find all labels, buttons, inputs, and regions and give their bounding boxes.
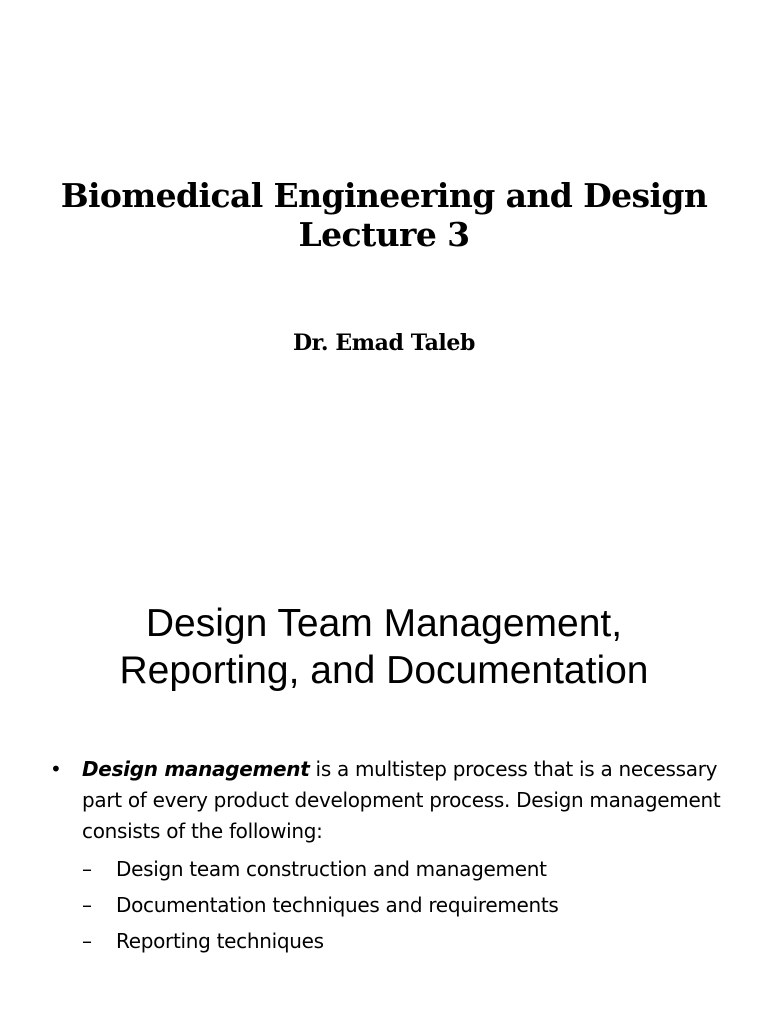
bullet-item xyxy=(50,754,750,847)
sub-list-item xyxy=(82,923,750,959)
lecture-title-line-2: Lecture 3 xyxy=(298,215,470,254)
sub-item-text: Documentation techniques and requirements xyxy=(116,893,559,917)
bullet-description: is a multistep process that is a necessary part of every product development process. Design management consists of the following: xyxy=(82,757,721,843)
author-name: Dr. Emad Taleb xyxy=(293,330,475,356)
slide-body xyxy=(50,754,750,959)
slide-heading xyxy=(0,600,768,694)
sub-list-item xyxy=(82,851,750,887)
sub-marker: – xyxy=(82,857,92,881)
sub-list-item xyxy=(82,887,750,923)
sub-item-text: Reporting techniques xyxy=(116,929,324,953)
bullet-term: Design management xyxy=(82,757,310,781)
bullet-text xyxy=(82,754,750,847)
sub-item-text: Design team construction and management xyxy=(116,857,547,881)
sub-marker: – xyxy=(82,929,92,953)
sub-marker: – xyxy=(82,893,92,917)
slide-heading-line-1: Design Team Management, xyxy=(145,602,623,645)
slide-heading-line-2: Reporting, and Documentation xyxy=(119,649,649,692)
lecture-title xyxy=(0,176,768,254)
lecture-title-line-1: Biomedical Engineering and Design xyxy=(60,176,708,215)
bullet-marker: • xyxy=(50,757,62,781)
sub-list xyxy=(82,851,750,959)
